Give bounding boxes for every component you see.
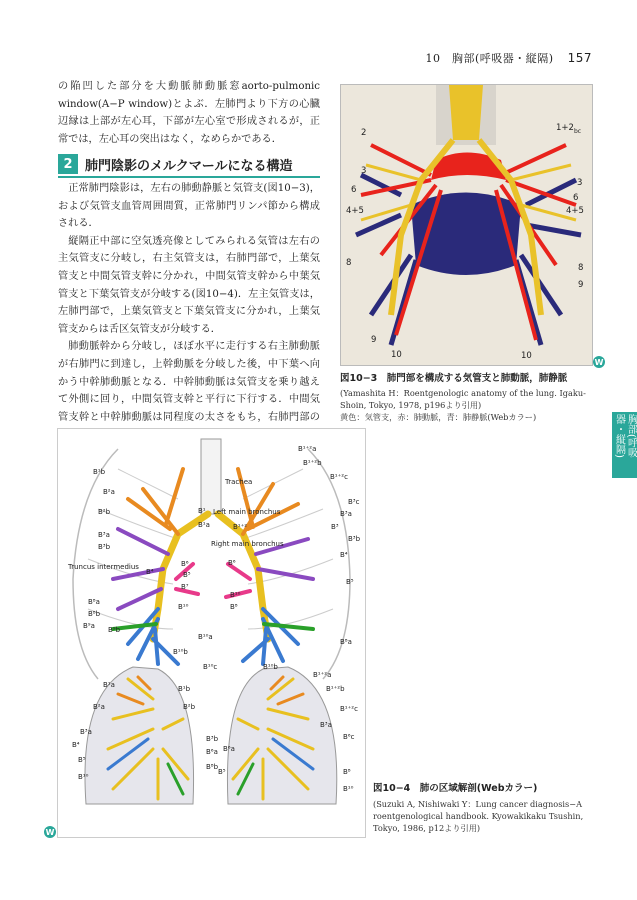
paragraph-1	[58, 78, 320, 148]
fig3-label-4plus5: 4+5	[346, 206, 364, 216]
fig4-label-B10c: B¹⁰c	[203, 663, 218, 671]
fig4-label-B3b: B³b	[98, 543, 111, 551]
fig4-lower-l-B5: B⁵	[218, 768, 226, 776]
fig4-label-B8b: B⁸b	[88, 610, 101, 618]
fig3-caption-source: (Yamashita H：Roentgenologic anatomy of the lung. Igaku-Shoin, Tokyo, 1978, p196より引用)	[340, 388, 586, 410]
fig4-label-B10a: B¹⁰a	[198, 633, 213, 641]
fig3-label-2: 2	[361, 128, 367, 138]
fig3-label-r8: 8	[578, 263, 584, 273]
fig4-caption-title: 図10−4 肺の区域解剖(Webカラー)	[373, 783, 538, 794]
fig4-label-B3a: B³a	[98, 531, 110, 539]
fig4-lower-l-B10: B¹⁰	[343, 785, 354, 793]
fig4-lower-l-B12b: B¹⁺²b	[326, 685, 345, 693]
fig4-label-B8a-l: B⁸a	[340, 638, 352, 646]
fig4-lower-r-B4: B⁴	[72, 741, 80, 749]
paragraph-3: 縦隔正中部に空気透亮像としてみられる気管は左右の主気管支に分岐し，右主気管支は，右肺門部で，上葉気管支と中間気管支幹に分かれ，中間気管支幹から中葉気管支と下葉気管支が分岐する(図10−4)．左主気管支は，左肺門部で，上葉気管支と下葉気管支に分かれ，上葉気管支からは舌区気管支が分岐する．	[58, 235, 320, 335]
paragraph-2: 正常肺門陰影は，左右の肺動静脈と気管支(図10−3)，および気管支血管周囲間質，正常肺門リンパ節から構成される．	[58, 183, 320, 230]
fig3-label-r9: 9	[578, 280, 584, 290]
fig3-label-r6: 6	[573, 193, 579, 203]
fig4-lower-r-B2b: B²b	[183, 703, 196, 711]
section-heading	[58, 152, 320, 178]
fig4-label-B12a: B¹⁺²a	[298, 445, 317, 453]
fig4-caption-source: (Suzuki A, Nishiwaki Y：Lung cancer diagnosis−A roentgenological handbook. Kyowakikaku Tsushin, Tokyo, 1986, p12より引用)	[373, 799, 584, 833]
fig4-label-B10: B¹⁰	[178, 603, 189, 611]
fig4-label-B12: B¹⁺²	[233, 523, 248, 531]
fig4-lower-l-B8: B⁸	[343, 768, 351, 776]
fig4-label-B8a: B⁸a	[88, 598, 100, 606]
section-number: 2	[58, 154, 78, 174]
fig4-label-B10-l: B¹⁰	[230, 591, 241, 599]
web-mark-icon: W	[594, 357, 604, 367]
fig4-lower-l-B6c: B⁶c	[343, 733, 355, 741]
fig4-label-B9b: B⁹b	[108, 626, 121, 634]
section-title: 肺門陰影のメルクマールになる構造	[85, 158, 293, 174]
fig3-label-bc: bc	[574, 128, 582, 135]
fig4-lower-l-B12a: B¹⁺²a	[313, 671, 332, 679]
fig4-lower-r-B1b: B¹b	[178, 685, 191, 693]
fig4-label-B2a: B²a	[103, 488, 115, 496]
fig3-label-9: 9	[371, 335, 377, 345]
fig3-caption-legend: 黄色：気管支，赤：肺動脈，青：肺静脈(Webカラー)	[340, 412, 537, 422]
body-paragraphs	[58, 180, 320, 444]
fig4-label-left-main: Left main bronchus	[213, 508, 281, 516]
fig3-label-r4plus5: 4+5	[566, 206, 584, 216]
fig4-label-B1a: B¹a	[198, 521, 210, 529]
fig4-label-right-main: Right main bronchus	[211, 540, 284, 548]
fig4-lower-r-B5: B⁵	[78, 756, 86, 764]
fig4-label-B2b: B²b	[98, 508, 111, 516]
fig4-label-B1b: B¹b	[93, 468, 106, 476]
fig4-label-B4: B⁴	[146, 568, 154, 576]
fig4-label-B10b: B¹⁰b	[173, 648, 188, 656]
figure-10-3-caption	[340, 370, 600, 423]
fig4-label-B10b-l: B¹⁰b	[263, 663, 278, 671]
fig3-label-3: 3	[361, 166, 367, 176]
fig4-lower-r-B1a: B¹a	[103, 681, 115, 689]
fig4-label-B7: B⁷	[181, 583, 189, 591]
fig3-label-8: 8	[346, 258, 352, 268]
running-head	[426, 50, 593, 66]
fig4-label-B3c: B³c	[348, 498, 360, 506]
fig3-caption-title: 図10−3 肺門部を構成する気管支と肺動脈，肺静脈	[340, 373, 568, 384]
chapter-side-tab: 胸部(呼吸器・縦隔)	[612, 412, 637, 478]
fig4-label-B3b-l: B³b	[348, 535, 361, 543]
fig3-label-10: 10	[391, 350, 402, 360]
web-mark-icon-2: W	[45, 827, 55, 837]
fig4-label-B3-l: B³	[331, 523, 339, 531]
fig4-label-trachea: Trachea	[225, 478, 253, 486]
fig4-label-B1: B¹	[198, 507, 206, 515]
paragraph-1-text: の陥凹した部分を大動脈肺動脈窓aorto-pulmonic window(A−P window)とよぶ．左肺門より下方の心臓辺縁は上部が左心耳，下部が左心室で形成されるが，正常では，左心耳の突出はなく，なめらかである．	[58, 81, 320, 145]
hilum-illustration	[341, 85, 592, 365]
fig4-lower-r-B6a: B⁶a	[206, 748, 218, 756]
fig4-label-B12b: B¹⁺²b	[303, 459, 322, 467]
fig4-label-B6: B⁶	[181, 560, 189, 568]
page-number: 157	[567, 51, 592, 65]
fig4-label-B12c: B¹⁺²c	[330, 473, 348, 481]
figure-10-4-caption	[373, 780, 598, 834]
fig4-lower-l-B6a: B⁶a	[223, 745, 235, 753]
fig4-label-B5-l: B⁵	[346, 578, 354, 586]
fig4-label-B8-l: B⁸	[230, 603, 238, 611]
fig4-lower-r-B10: B¹⁰	[78, 773, 89, 781]
fig3-label-6: 6	[351, 185, 357, 195]
fig3-label-1plus2: 1+2	[556, 123, 574, 133]
fig3-label-r3: 3	[577, 178, 583, 188]
fig4-lower-l-B12c: B¹⁺²c	[340, 705, 358, 713]
figure-10-4	[57, 428, 366, 838]
fig4-label-truncus: Truncus intermedius	[68, 563, 139, 571]
running-head-section: 10 胸部(呼吸器・縦隔)	[425, 52, 554, 65]
fig3-label-r10: 10	[521, 351, 532, 361]
fig4-lower-r-B8b: B⁸b	[206, 763, 219, 771]
figure-10-3	[340, 84, 593, 366]
fig4-label-B6-l: B⁶	[228, 559, 236, 567]
segment-anatomy-illustration	[58, 429, 365, 837]
fig4-label-B4-l: B⁴	[340, 551, 348, 559]
paragraph-4: 肺動脈幹から分岐し，ほぼ水平に走行する右主肺動脈が右肺門に到達し，上幹動脈を分岐した後，中下葉へ向かう中幹肺動脈となる．中幹肺動脈は気管支を乗り越えて外側に回り，中間気管支幹と平行に下行する．中間気管支幹と中幹肺動脈は同程度の太さをもち，右肺門部の	[58, 341, 320, 423]
fig4-lower-l-B3a: B³a	[320, 721, 332, 729]
fig4-lower-r-B3a: B³a	[80, 728, 92, 736]
fig4-lower-r-B3b: B³b	[206, 735, 219, 743]
fig4-label-B9a: B⁹a	[83, 622, 95, 630]
fig4-label-B3a-l: B³a	[340, 510, 352, 518]
fig4-label-B5: B⁵	[183, 571, 191, 579]
fig4-lower-r-B2a: B²a	[93, 703, 105, 711]
